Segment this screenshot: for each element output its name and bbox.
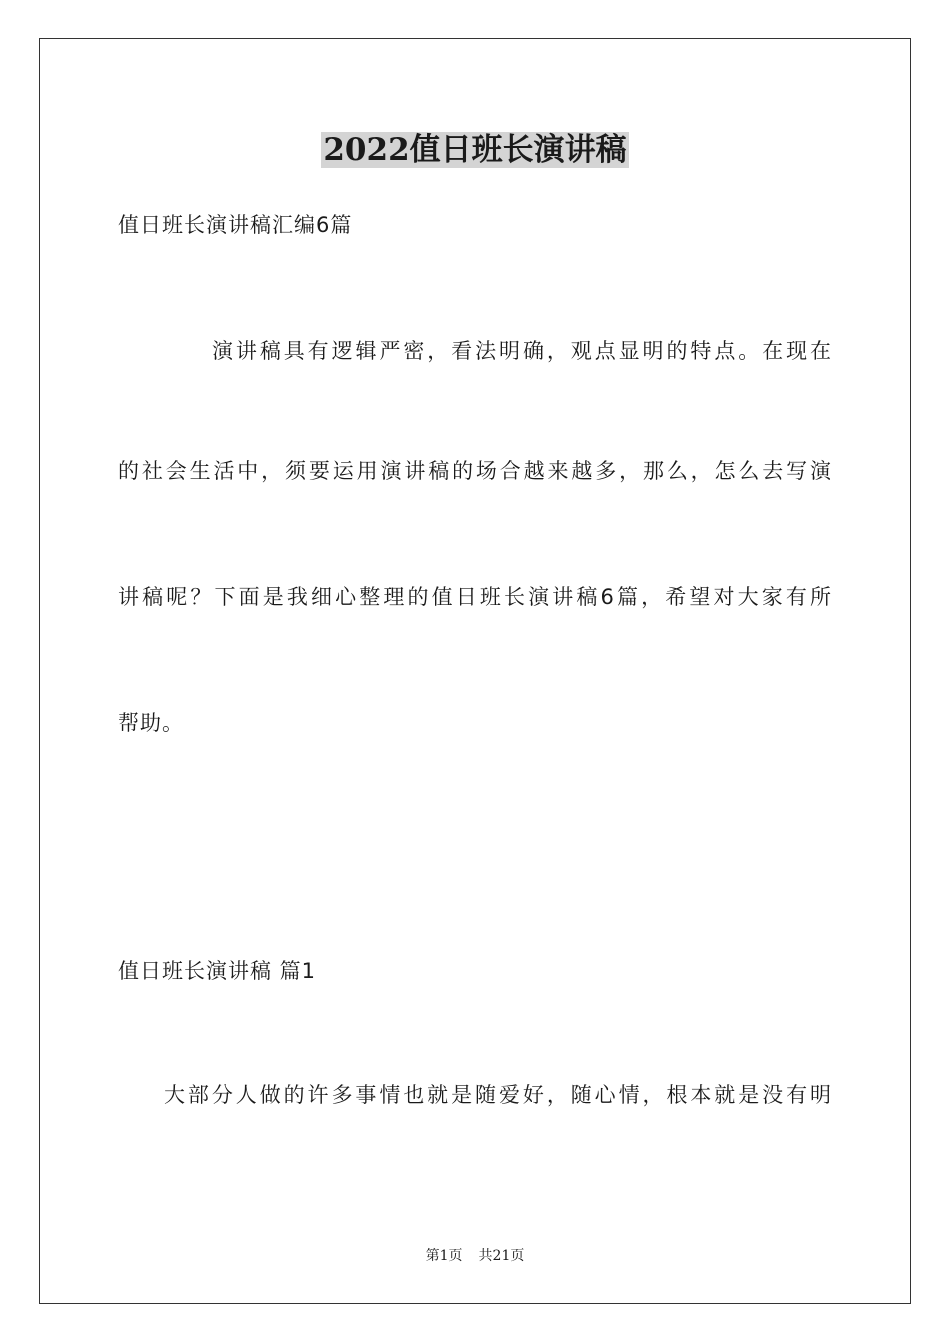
intro-paragraph-line-2: 的社会生活中，须要运用演讲稿的场合越来越多，那么，怎么去写演 — [118, 459, 832, 483]
document-title — [0, 128, 950, 172]
intro-paragraph-line-4: 帮助。 — [118, 711, 184, 735]
section-heading: 值日班长演讲稿 篇1 — [118, 959, 317, 983]
page-footer — [0, 1246, 950, 1266]
document-subtitle: 值日班长演讲稿汇编6篇 — [118, 213, 353, 237]
intro-paragraph-line-3: 讲稿呢？下面是我细心整理的值日班长演讲稿6篇，希望对大家有所 — [118, 585, 832, 609]
page-total: 共21页 — [478, 1248, 525, 1264]
document-title-text: 2022值日班长演讲稿 — [323, 132, 627, 168]
section-paragraph-line-1: 大部分人做的许多事情也就是随爱好，随心情，根本就是没有明 — [164, 1083, 832, 1107]
intro-paragraph-line-1: 演讲稿具有逻辑严密，看法明确，观点显明的特点。在现在 — [212, 339, 832, 363]
page-number: 第1页 — [425, 1248, 463, 1264]
